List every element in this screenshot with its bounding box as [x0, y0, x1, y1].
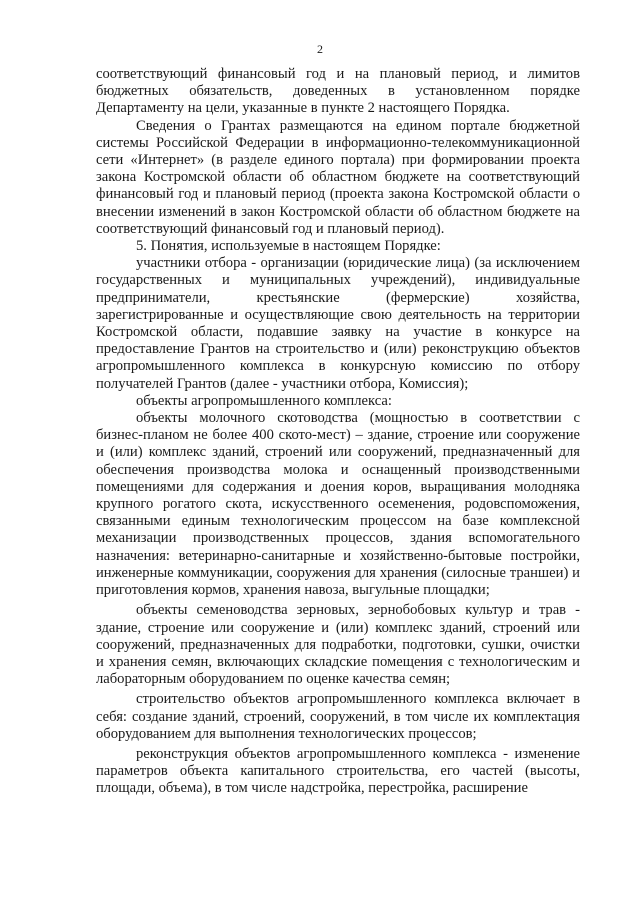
paragraph: соответствующий финансовый год и на плановый период, и лимитов бюджетных обязательств, доведенных в установленном порядке Департаменту на цели, указанные в пункте 2 настоящего Порядка.: [96, 66, 580, 117]
document-body: [96, 66, 580, 798]
paragraph: строительство объектов агропромышленного комплекса включает в себя: создание зданий, строений, сооружений, в том числе их комплектация оборудованием для выполнения технологических процессов;: [96, 691, 580, 742]
paragraph: 5. Понятия, используемые в настоящем Порядке:: [136, 238, 441, 255]
paragraph: объекты молочного скотоводства (мощностью в соответствии с бизнес-планом не более 400 ското-мест) – здание, строение или сооружение и (или) комплекс зданий, строений или сооружений, предназначенный для обеспечения производства молока и оснащенный производственными помещениями для содержания и доения коров, выращивания молодняка крупного рогатого скота, искусственного осеменения, родовспоможения, связанными единым технологическим процессом на базе комплексной механизации производственных процессов, здания вспомогательного назначения: ветеринарно-санитарные и хозяйственно-бытовые постройки, инженерные коммуникации, сооружения для хранения (силосные траншеи) и приготовления кормов, хранения навоза, выгульные площадки;: [96, 410, 580, 599]
paragraph: объекты агропромышленного комплекса:: [136, 392, 392, 409]
paragraph: Сведения о Грантах размещаются на едином портале бюджетной системы Российской Федерации в информационно-телекоммуникационной сети «Интернет» (в разделе единого портала) при формировании проекта закона Костромской области об областном бюджете на соответствующий финансовый год и плановый период (проекта закона Костромской области о внесении изменений в закон Костромской области об областном бюджете на соответствующий финансовый год и плановый период).: [96, 117, 580, 237]
paragraph: реконструкция объектов агропромышленного комплекса - изменение параметров объекта капитального строительства, его частей (высоты, площади, объема), в том числе надстройка, перестройка, расширение: [96, 745, 580, 797]
page-number: 2: [317, 42, 323, 56]
paragraph: участники отбора - организации (юридические лица) (за исключением государственных и муниципальных учреждений), индивидуальные предприниматели, крестьянские (фермерские) хозяйства, зарегистрированные и осуществляющие свою деятельность на территории Костромской области, подавшие заявку на участие в конкурсе на предоставление Грантов на строительство и (или) реконструкцию объектов агропромышленного комплекса в конкурсную комиссию по отбору получателей Грантов (далее - участники отбора, Комиссия);: [96, 255, 580, 392]
paragraph: объекты семеноводства зерновых, зернобобовых культур и трав - здание, строение или сооружение и (или) комплекс зданий, строений или сооружений, предназначенных для подработки, подготовки, сушки, очистки и хранения семян, включающих складские помещения с технологическим и лабораторным оборудованием по оценке качества семян;: [96, 602, 580, 688]
